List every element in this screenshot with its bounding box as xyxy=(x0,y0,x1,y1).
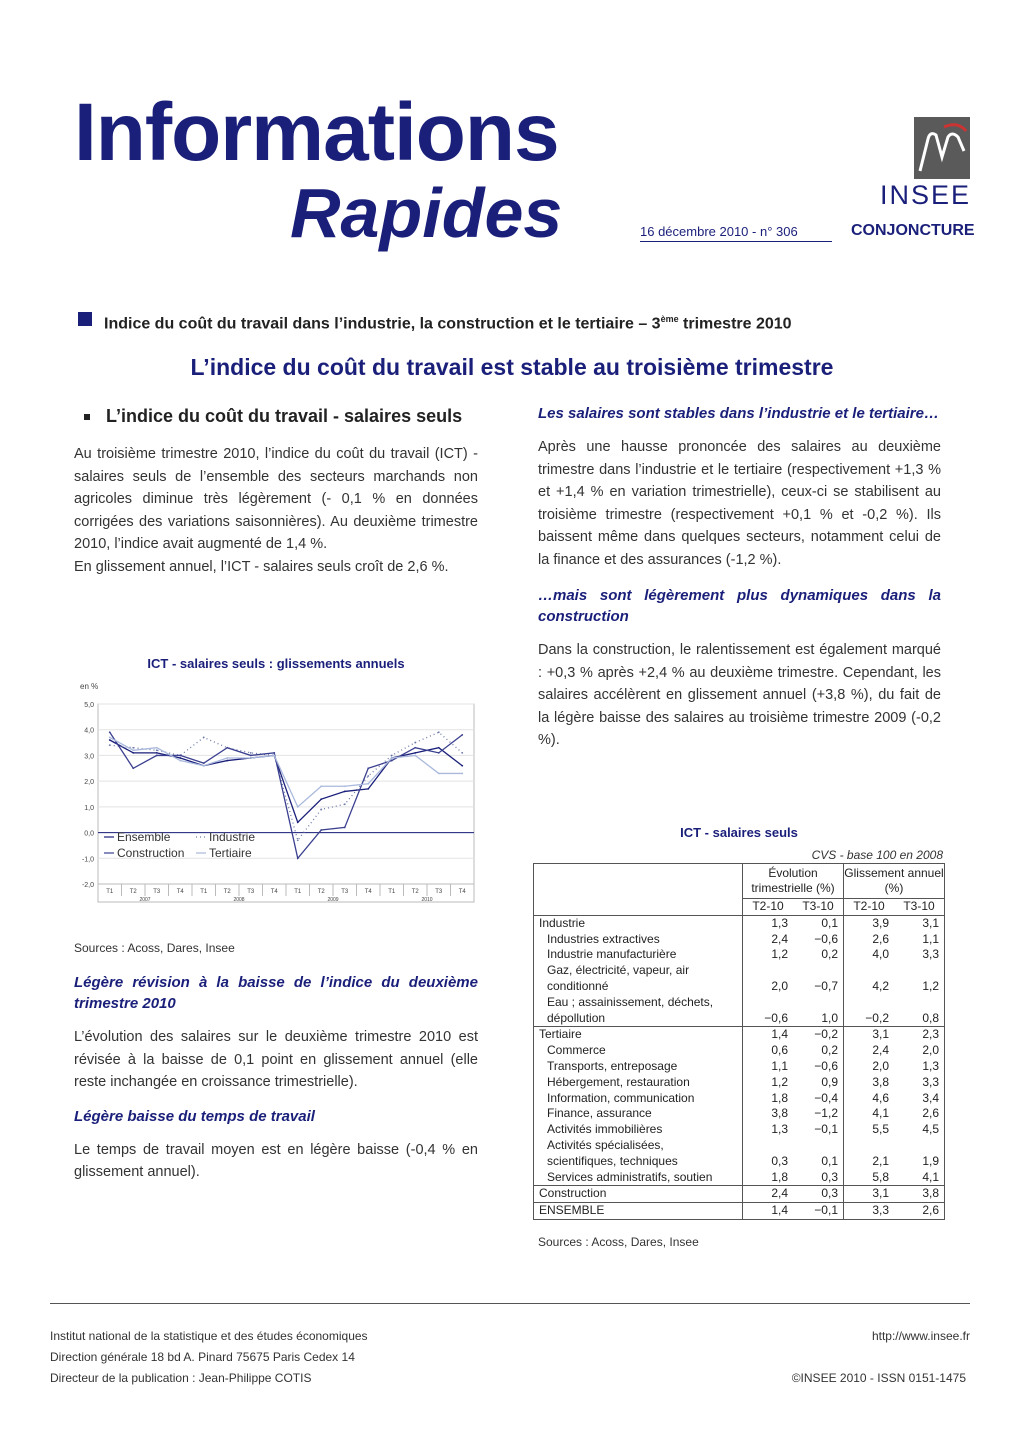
table-cell: 1,0 xyxy=(793,995,844,1027)
table-corner xyxy=(534,864,743,916)
x-tick-label: T1 xyxy=(106,889,114,895)
table-caption: ICT - salaires seuls xyxy=(680,825,798,840)
table-body xyxy=(534,915,945,1219)
table-row xyxy=(534,1203,945,1220)
data-point xyxy=(344,791,346,793)
table-row xyxy=(534,915,945,931)
table-row xyxy=(534,963,945,995)
y-tick-label: -1,0 xyxy=(81,856,94,864)
data-point xyxy=(109,739,111,741)
bullet-icon xyxy=(84,414,90,420)
table-cell: −0,1 xyxy=(793,1203,844,1220)
x-tick-label: T1 xyxy=(200,889,208,895)
table-row-label: Industries extractives xyxy=(534,932,743,948)
table-cell: 1,4 xyxy=(771,1027,788,1042)
table-cell: 2,4 xyxy=(771,931,788,946)
table-row xyxy=(534,1059,945,1075)
table-cell: 3,1 xyxy=(922,915,939,930)
x-tick-label: T2 xyxy=(317,889,325,895)
data-point xyxy=(203,765,205,767)
table-row xyxy=(534,1043,945,1059)
data-point xyxy=(250,755,252,757)
data-point xyxy=(367,788,369,790)
table-cell: 1,4 xyxy=(771,1203,788,1218)
data-point xyxy=(109,744,111,746)
table-cell: 0,8 xyxy=(922,1010,939,1025)
table-cell: 3,8 xyxy=(922,1186,939,1201)
table-row-label: Construction xyxy=(534,1186,743,1203)
left-section-title: L’indice du coût du travail - salaires seuls xyxy=(106,406,463,426)
chart-sources: Sources : Acoss, Dares, Insee xyxy=(74,941,235,955)
data-point xyxy=(132,749,134,751)
table-cell: 4,1 xyxy=(922,1169,939,1184)
table-cell: 3,9 xyxy=(872,915,889,930)
data-point xyxy=(132,752,134,754)
table-row-label: Industrie xyxy=(534,915,743,931)
table-cell: 4,6 xyxy=(872,1090,889,1105)
table-cell: 2,6 xyxy=(922,1106,939,1121)
x-tick-label: T2 xyxy=(411,889,419,895)
data-point xyxy=(179,760,181,762)
table-cell: 3,1 xyxy=(872,1027,889,1042)
ict-table xyxy=(533,863,945,1220)
data-point xyxy=(344,803,346,805)
table-cell: 3,8 xyxy=(771,1106,788,1121)
table-cell: 0,6 xyxy=(771,1043,788,1058)
legend-label: Construction xyxy=(117,846,185,860)
x-tick-label: T4 xyxy=(364,889,372,895)
x-year-label: 2008 xyxy=(233,897,245,903)
table-cell: 2,0 xyxy=(872,1058,889,1073)
data-point xyxy=(344,785,346,787)
table-base: CVS - base 100 en 2008 xyxy=(811,848,943,862)
table-cell: 0,2 xyxy=(793,1043,844,1059)
data-point xyxy=(156,749,158,751)
x-tick-label: T1 xyxy=(294,889,302,895)
right-paragraph-1: Après une hausse prononcée des salaires au deuxième trimestre dans l’industrie et le tertiaire (respectivement +1,3 % et +1,4 % en variation trimestrielle), ceux-ci se stabilisent au troisième trimestre (respectivement +0,1 % et -0,2 %). Ils baissent même dans quelques secteurs, notamment celui de la finance et des assurances (-1,2 %). xyxy=(538,439,941,568)
subject-line xyxy=(104,314,792,333)
table-subheader: T3-10 xyxy=(793,899,844,916)
table-row xyxy=(534,1027,945,1043)
left-lower xyxy=(74,972,478,1184)
table-cell: −0,6 xyxy=(793,932,844,948)
table-cell: 4,5 xyxy=(922,1122,939,1137)
left-paragraph-1: Au troisième trimestre 2010, l’indice du coût du travail (ICT) - salaires seuls de l’ensemble des secteurs marchands non agricoles diminue très légèrement (- 0,1 % en données corrigées des variations saisonnières). Au deuxième trimestre 2010, l’indice avait augmenté de 1,4 %. xyxy=(74,446,478,552)
table-row xyxy=(534,947,945,963)
table-cell: −0,4 xyxy=(793,1091,844,1107)
table-cell: −0,6 xyxy=(793,1059,844,1075)
left-paragraph-3: L’évolution des salaires sur le deuxième trimestre 2010 est révisée à la baisse de 0,1 point en glissement annuel (elle reste inchangée en croissance trimestrielle). xyxy=(74,1029,478,1090)
data-point xyxy=(414,752,416,754)
x-tick-label: T4 xyxy=(176,889,184,895)
table-row-label: ENSEMBLE xyxy=(534,1203,743,1220)
table-row xyxy=(534,932,945,948)
table-row xyxy=(534,1122,945,1138)
table-cell: −0,1 xyxy=(793,1122,844,1138)
table-row xyxy=(534,1091,945,1107)
issue-date: 16 décembre 2010 - n° 306 xyxy=(640,224,832,242)
table-cell: 1,3 xyxy=(771,1122,788,1137)
footer-director: Directeur de la publication : Jean-Philippe COTIS xyxy=(50,1371,312,1385)
left-paragraph-4: Le temps de travail moyen est en légère baisse (-0,4 % en glissement annuel). xyxy=(74,1141,478,1180)
table-cell: 5,8 xyxy=(872,1169,889,1184)
data-point xyxy=(320,829,322,831)
table-cell: 1,2 xyxy=(771,947,788,962)
table-cell: −0,2 xyxy=(793,1027,844,1043)
data-point xyxy=(297,821,299,823)
table-cell: 3,3 xyxy=(922,1074,939,1089)
table-cell: 1,1 xyxy=(922,931,939,946)
data-point xyxy=(226,757,228,759)
y-tick-label: 5,0 xyxy=(84,702,94,709)
x-tick-label: T3 xyxy=(341,889,349,895)
data-point xyxy=(461,752,463,754)
table-cell: 2,3 xyxy=(922,1027,939,1042)
data-point xyxy=(156,747,158,749)
table-cell: 3,8 xyxy=(872,1074,889,1089)
left-subheading-2: Légère baisse du temps de travail xyxy=(74,1107,315,1125)
data-point xyxy=(320,798,322,800)
data-point xyxy=(320,809,322,811)
footer-address: Direction générale 18 bd A. Pinard 75675 Paris Cedex 14 xyxy=(50,1350,355,1364)
table-row-label: Hébergement, restauration xyxy=(534,1075,743,1091)
data-point xyxy=(109,731,111,733)
x-tick-label: T4 xyxy=(270,889,278,895)
data-point xyxy=(461,765,463,767)
x-tick-label: T4 xyxy=(458,889,466,895)
table-row-label: Eau ; assainissement, déchets, dépollution xyxy=(534,995,743,1027)
table-cell: 3,1 xyxy=(872,1186,889,1201)
table-row-label: Industrie manufacturière xyxy=(534,947,743,963)
headline: L’indice du coût du travail est stable au troisième trimestre xyxy=(190,354,834,380)
x-tick-label: T1 xyxy=(388,889,396,895)
data-point xyxy=(344,827,346,829)
table-header-glissement: Glissement annuel (%) xyxy=(844,866,944,895)
table-cell: 0,3 xyxy=(793,1170,844,1186)
table-cell: 1,9 xyxy=(922,1153,939,1168)
table-cell: 4,1 xyxy=(872,1106,889,1121)
table-row-label: Finance, assurance xyxy=(534,1106,743,1122)
table-cell: 2,0 xyxy=(771,978,788,993)
data-point xyxy=(132,747,134,749)
data-point xyxy=(297,839,299,841)
footer-institute: Institut national de la statistique et des études économiques xyxy=(50,1329,368,1343)
data-point xyxy=(297,806,299,808)
y-tick-label: 2,0 xyxy=(84,779,94,787)
data-point xyxy=(367,783,369,785)
legend-label: Industrie xyxy=(209,830,256,844)
table-header-row xyxy=(534,864,945,899)
left-section-heading xyxy=(74,404,478,429)
data-point xyxy=(414,742,416,744)
chart-caption: ICT - salaires seuls : glissements annuels xyxy=(147,656,405,671)
data-point xyxy=(391,757,393,759)
table-cell: 3,3 xyxy=(872,1203,889,1218)
table-cell: 0,3 xyxy=(771,1153,788,1168)
table-cell: 0,3 xyxy=(793,1186,844,1203)
data-point xyxy=(391,760,393,762)
table-subheader: T2-10 xyxy=(743,899,794,916)
table-cell: 1,8 xyxy=(771,1090,788,1105)
x-tick-label: T2 xyxy=(129,889,137,895)
data-point xyxy=(320,785,322,787)
table-cell: 2,4 xyxy=(872,1043,889,1058)
table-cell: 2,1 xyxy=(872,1153,889,1168)
table-cell: 0,1 xyxy=(793,1138,844,1170)
table-cell: 2,6 xyxy=(922,1203,939,1218)
data-point xyxy=(367,775,369,777)
legend-label: Ensemble xyxy=(117,830,171,844)
table-subheader: T2-10 xyxy=(844,899,895,916)
data-point xyxy=(297,857,299,859)
table-cell: 4,0 xyxy=(872,947,889,962)
data-point xyxy=(461,734,463,736)
y-tick-label: 3,0 xyxy=(84,753,94,761)
table-cell: 1,3 xyxy=(922,1058,939,1073)
line-chart xyxy=(74,694,478,916)
data-point xyxy=(226,747,228,749)
data-point xyxy=(438,773,440,775)
y-tick-label: 0,0 xyxy=(84,830,94,838)
table-cell: 2,0 xyxy=(922,1043,939,1058)
chart-ylabel: en % xyxy=(80,682,99,691)
subject-superscript: ème xyxy=(660,314,679,324)
table-cell: 1,2 xyxy=(771,1074,788,1089)
data-point xyxy=(273,752,275,754)
table-row xyxy=(534,1138,945,1170)
data-point xyxy=(250,752,252,754)
table-row xyxy=(534,1186,945,1203)
x-tick-label: T3 xyxy=(435,889,443,895)
table-cell: 1,8 xyxy=(771,1169,788,1184)
bullet-square-icon xyxy=(78,312,92,326)
data-point xyxy=(179,755,181,757)
x-tick-label: T3 xyxy=(153,889,161,895)
data-point xyxy=(203,762,205,764)
table-cell: 0,9 xyxy=(793,1075,844,1091)
footer-url[interactable]: http://www.insee.fr xyxy=(871,1329,970,1343)
data-point xyxy=(179,757,181,759)
table-row-label: Tertiaire xyxy=(534,1027,743,1043)
x-tick-label: T2 xyxy=(223,889,231,895)
x-year-label: 2007 xyxy=(139,897,151,903)
y-tick-label: -2,0 xyxy=(81,882,94,889)
subject-end: trimestre 2010 xyxy=(678,315,792,333)
data-point xyxy=(226,760,228,762)
table-row xyxy=(534,1106,945,1122)
data-point xyxy=(438,752,440,754)
table-subheader: T3-10 xyxy=(894,899,945,916)
data-point xyxy=(203,737,205,739)
table-row-label: Activités spécialisées, scientifiques, techniques xyxy=(534,1138,743,1170)
data-point xyxy=(250,757,252,759)
subject-text: Indice du coût du travail dans l’industrie, la construction et le tertiaire – 3 xyxy=(104,315,661,333)
y-tick-label: 1,0 xyxy=(84,804,94,812)
table-row xyxy=(534,1075,945,1091)
footer-left xyxy=(50,1326,368,1389)
masthead-subtitle: Rapides xyxy=(290,174,563,252)
data-point xyxy=(438,747,440,749)
table-row-label: Activités immobilières xyxy=(534,1122,743,1138)
legend-label: Tertiaire xyxy=(209,846,252,860)
table-cell: 1,1 xyxy=(771,1058,788,1073)
right-column xyxy=(538,403,941,752)
footer-divider xyxy=(50,1303,970,1304)
table-cell: 1,2 xyxy=(922,978,939,993)
table-cell: −0,6 xyxy=(764,1010,788,1025)
data-point xyxy=(156,755,158,757)
table-cell: 1,3 xyxy=(771,915,788,930)
data-point xyxy=(461,773,463,775)
section-name: CONJONCTURE xyxy=(851,222,975,239)
x-tick-label: T3 xyxy=(247,889,255,895)
table-cell: −1,2 xyxy=(793,1106,844,1122)
table-header-evolution: Évolution trimestrielle (%) xyxy=(743,864,844,899)
right-paragraph-2: Dans la construction, le ralentissement est également marqué : +0,3 % après +2,4 % au deuxième trimestre. Cependant, les salaires accélèrent en glissement annuel (+3,8 %), du fait de la légère baisse des salaires au troisième trimestre 2009 (-0,2 %). xyxy=(538,642,941,748)
table-cell: 3,3 xyxy=(922,947,939,962)
data-point xyxy=(132,767,134,769)
data-point xyxy=(391,755,393,757)
data-point xyxy=(273,755,275,757)
left-column xyxy=(74,404,478,578)
table-cell: 2,4 xyxy=(771,1186,788,1201)
left-subheading-1: Légère révision à la baisse de l’indice du deuxième trimestre 2010 xyxy=(74,974,478,1012)
table-cell: 5,5 xyxy=(872,1122,889,1137)
table-row-label: Information, communication xyxy=(534,1091,743,1107)
right-subheading-1: Les salaires sont stables dans l’industrie et le tertiaire… xyxy=(538,405,939,422)
left-paragraph-2: En glissement annuel, l’ICT - salaires seuls croît de 2,6 %. xyxy=(74,558,449,575)
table-row-label: Gaz, électricité, vapeur, air conditionné xyxy=(534,963,743,995)
table-row-label: Transports, entreposage xyxy=(534,1059,743,1075)
data-point xyxy=(414,747,416,749)
table-cell: −0,7 xyxy=(793,963,844,995)
masthead-title: Informations xyxy=(74,87,559,178)
data-point xyxy=(414,755,416,757)
table-cell: 2,6 xyxy=(872,931,889,946)
data-point xyxy=(438,731,440,733)
table-row-label: Commerce xyxy=(534,1043,743,1059)
brand-name: INSEE xyxy=(880,180,972,210)
table-row-label: Services administratifs, soutien xyxy=(534,1170,743,1186)
x-year-label: 2010 xyxy=(421,897,433,903)
table-cell: 3,4 xyxy=(922,1090,939,1105)
table-cell: 4,2 xyxy=(872,978,889,993)
table-row xyxy=(534,995,945,1027)
data-point xyxy=(109,737,111,739)
right-subheading-2: …mais sont légèrement plus dynamiques dans la construction xyxy=(538,587,941,625)
data-point xyxy=(156,752,158,754)
footer-copyright: ©INSEE 2010 - ISSN 0151-1475 xyxy=(791,1371,966,1385)
table-cell: −0,2 xyxy=(865,1010,889,1025)
y-tick-label: 4,0 xyxy=(84,727,94,735)
table-cell: 0,2 xyxy=(793,947,844,963)
insee-logo-icon xyxy=(914,117,970,179)
table-cell: 0,1 xyxy=(793,915,844,931)
table-row xyxy=(534,1170,945,1186)
data-point xyxy=(367,767,369,769)
table-sources: Sources : Acoss, Dares, Insee xyxy=(538,1235,699,1249)
x-year-label: 2009 xyxy=(327,897,339,903)
series-line xyxy=(110,732,463,840)
